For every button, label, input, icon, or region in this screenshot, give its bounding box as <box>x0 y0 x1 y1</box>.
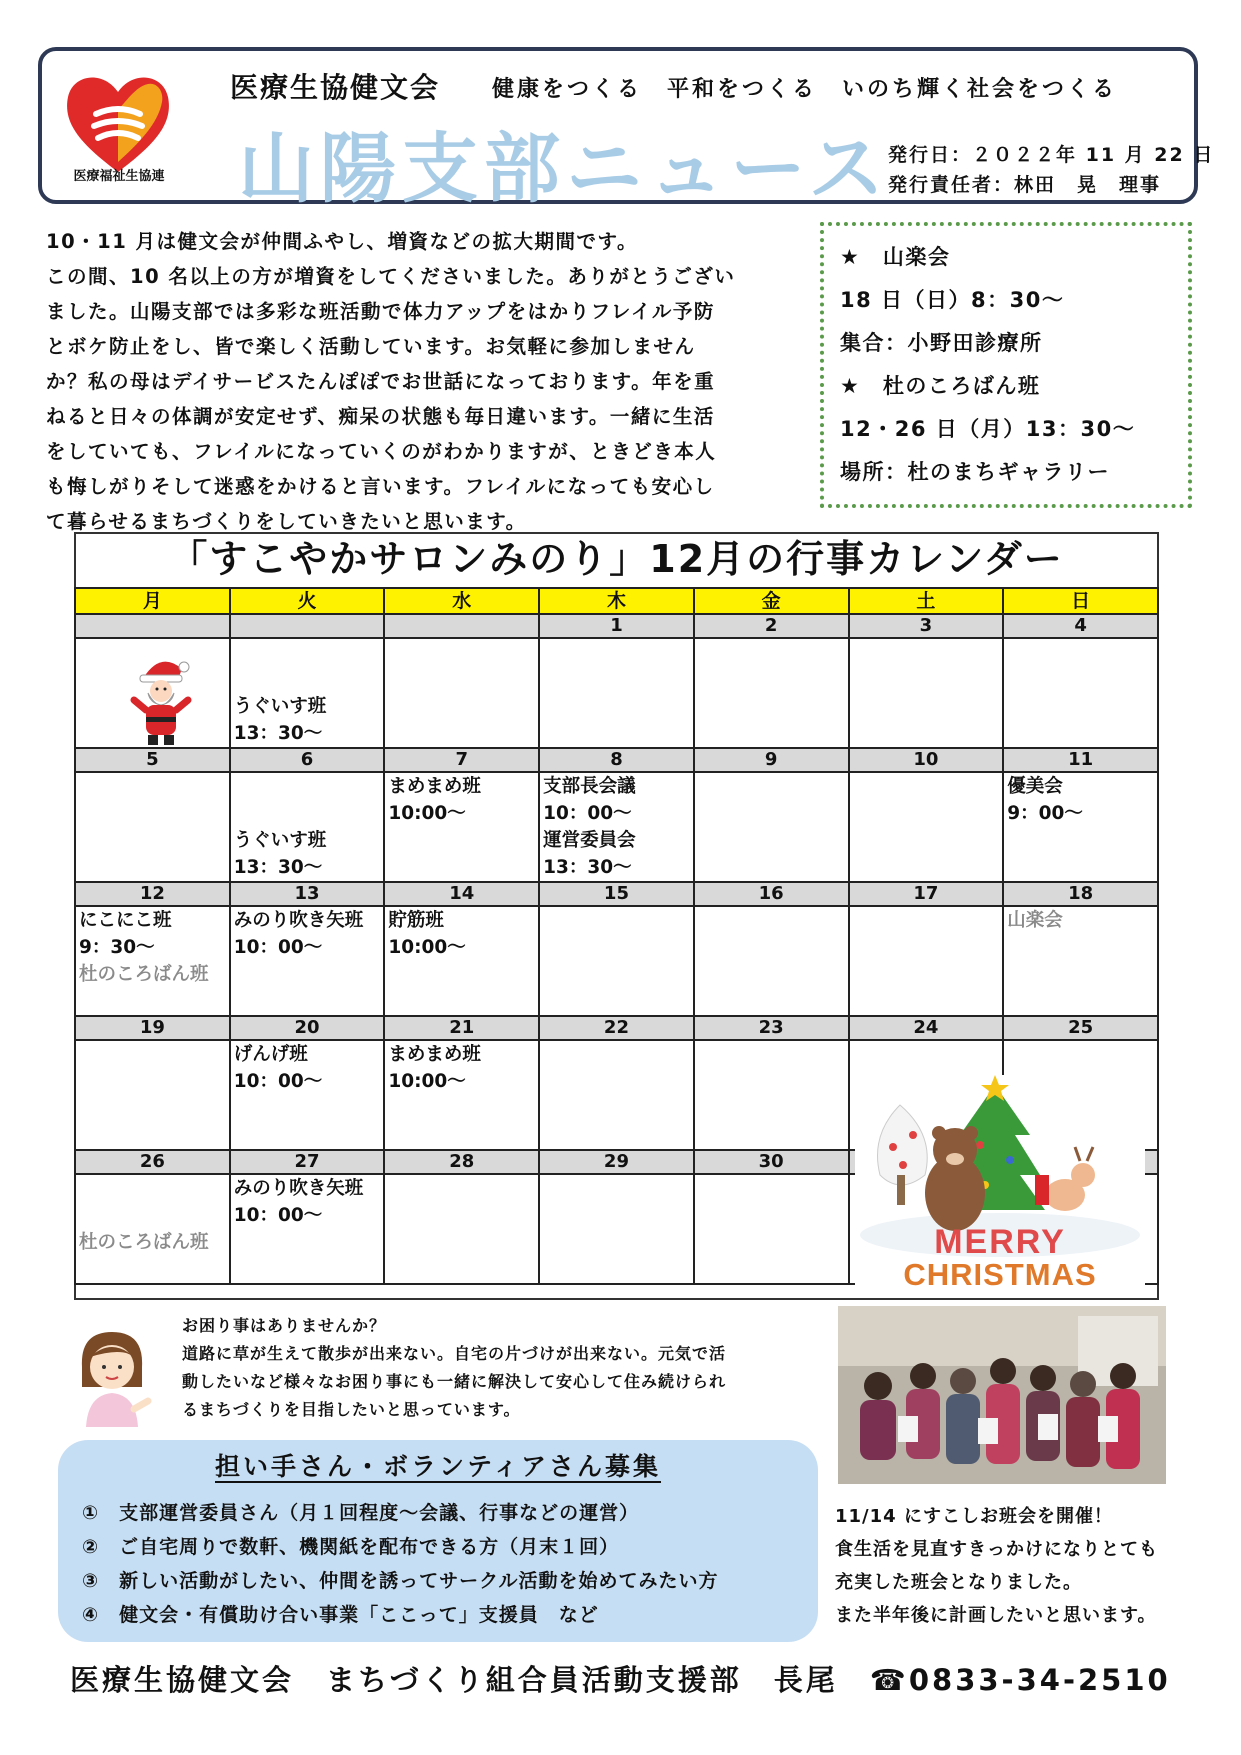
date-cell: 22 <box>539 1016 694 1040</box>
list-item: ② ご自宅周りで数軒、機関紙を配布できる方（月末１回） <box>82 1536 620 1558</box>
event-name: 貯筋班 <box>388 910 444 931</box>
day-cell <box>230 906 385 1016</box>
date-cell: 20 <box>230 1016 385 1040</box>
issue-date: 発行日：２０２２年 11 月 22 日 <box>888 144 1215 166</box>
day-cell <box>694 1040 849 1150</box>
day-cell <box>539 1174 694 1284</box>
list-item: ④ 健文会・有償助け合い事業「ここって」支援員 など <box>82 1604 599 1626</box>
event-name: みのり吹き矢班 <box>233 910 364 931</box>
event-name: うぐいす班 <box>233 830 327 851</box>
intro-line: か？私の母はデイサービスたんぽぽでお世話になっております。年を重 <box>46 370 716 393</box>
date-cell: 11 <box>1003 748 1158 772</box>
intro-line: 10・11 月は健文会が仲間ふやし、増資などの拡大期間です。 <box>46 230 639 253</box>
date-cell: 14 <box>384 882 539 906</box>
date-cell: 15 <box>539 882 694 906</box>
day-cell <box>75 1040 230 1150</box>
help-heading: お困り事はありませんか？ <box>182 1316 387 1335</box>
help-line: るまちづくりを目指したいと思っています。 <box>182 1400 521 1419</box>
day-cell <box>230 772 385 882</box>
event-name: にこにこ班 <box>79 910 172 931</box>
date-cell: 2 <box>694 614 849 638</box>
day-cell <box>849 638 1004 748</box>
intro-line: も悔しがりそして迷惑をかけると言います。フレイルになっても安心し <box>46 475 715 498</box>
event-name: 運営委員会 <box>543 830 636 851</box>
date-cell: 4 <box>1003 614 1158 638</box>
date-cell: 28 <box>384 1150 539 1174</box>
event-line: 12・26 日（月）13：30～ <box>840 417 1136 441</box>
day-cell <box>539 1040 694 1150</box>
date-cell <box>384 614 539 638</box>
intro-line: て暮らせるまちづくりをしていきたいと思います。 <box>46 510 527 533</box>
slogan: 健康をつくる 平和をつくる いのち輝く社会をつくる <box>492 77 1118 102</box>
intro-line: をしていても、フレイルになっていくのがわかりますが、ときどき本人 <box>46 440 717 463</box>
event-time: 10：00～ <box>233 1205 323 1226</box>
day-cell <box>384 906 539 1016</box>
weekday-header: 月 <box>75 588 230 614</box>
day-cell <box>75 906 230 1016</box>
date-cell: 9 <box>694 748 849 772</box>
date-cell: 17 <box>849 882 1004 906</box>
event-line: 18 日（日）8：30～ <box>840 288 1065 312</box>
weekday-header: 火 <box>230 588 385 614</box>
group-photo <box>838 1306 1166 1484</box>
day-cell <box>384 638 539 748</box>
event-line: ★ 山楽会 <box>840 245 951 269</box>
day-cell <box>694 638 849 748</box>
event-time: 10：00～ <box>543 803 632 824</box>
date-cell: 16 <box>694 882 849 906</box>
weekday-header: 日 <box>1003 588 1158 614</box>
date-cell: 27 <box>230 1150 385 1174</box>
event-name: うぐいす班 <box>233 696 327 717</box>
event-time: 9：30～ <box>79 937 155 958</box>
event-name: 山楽会 <box>1007 910 1063 931</box>
date-cell: 12 <box>75 882 230 906</box>
weekday-header: 水 <box>384 588 539 614</box>
day-cell <box>1003 772 1158 882</box>
date-cell <box>75 614 230 638</box>
weekday-header: 土 <box>849 588 1004 614</box>
list-item: ③ 新しい活動がしたい、仲間を誘ってサークル活動を始めてみたい方 <box>82 1570 719 1592</box>
logo-caption: 医療福祉生協連 <box>73 169 165 184</box>
caption-line: また半年後に計画したいと思います。 <box>835 1605 1157 1626</box>
event-name: 支部長会議 <box>543 776 636 797</box>
help-section <box>182 1312 822 1424</box>
day-cell <box>230 1040 385 1150</box>
event-name: 杜のころばん班 <box>79 964 209 985</box>
intro-line: この間、10 名以上の方が増資をしてくださいました。ありがとうござい <box>46 265 736 288</box>
intro-paragraph <box>46 224 794 539</box>
day-cell <box>694 1174 849 1284</box>
day-cell <box>384 1174 539 1284</box>
santa-illustration-icon <box>126 655 196 750</box>
events-box <box>820 222 1192 508</box>
event-time: 10:00～ <box>388 1071 466 1092</box>
woman-illustration-icon <box>72 1327 152 1427</box>
date-cell: 29 <box>539 1150 694 1174</box>
publisher: 発行責任者：林田 晃 理事 <box>888 174 1162 196</box>
help-line: 動したいなど様々なお困り事にも一緒に解決して安心して住み続けられ <box>182 1372 727 1391</box>
event-name: 優美会 <box>1007 776 1063 797</box>
day-cell <box>849 772 1004 882</box>
date-cell: 24 <box>849 1016 1004 1040</box>
day-cell <box>694 772 849 882</box>
caption-line: 食生活を見直すきっかけになりとても <box>835 1539 1158 1560</box>
date-cell: 26 <box>75 1150 230 1174</box>
event-time: 13：30～ <box>233 857 323 878</box>
date-cell: 7 <box>384 748 539 772</box>
footer-contact: 医療生協健文会 まちづくり組合員活動支援部 長尾 ☎0833-34-2510 <box>70 1663 1171 1697</box>
date-cell: 1 <box>539 614 694 638</box>
event-time: 9：00～ <box>1007 803 1083 824</box>
help-line: 道路に草が生えて散歩が出来ない。自宅の片づけが出来ない。元気で活 <box>182 1344 727 1363</box>
date-cell: 10 <box>849 748 1004 772</box>
date-cell: 8 <box>539 748 694 772</box>
day-cell <box>539 772 694 882</box>
event-line: 場所：杜のまちギャラリー <box>840 460 1110 484</box>
caption-line: 充実した班会となりました。 <box>835 1572 1082 1593</box>
caption-line: 11/14 にすこしお班会を開催！ <box>835 1506 1113 1527</box>
day-cell <box>384 772 539 882</box>
event-time: 10：00～ <box>233 937 323 958</box>
date-cell: 5 <box>75 748 230 772</box>
organization-name: 医療生協健文会 <box>230 71 441 104</box>
day-cell <box>539 906 694 1016</box>
date-cell: 13 <box>230 882 385 906</box>
date-cell: 23 <box>694 1016 849 1040</box>
event-line: 集合：小野田診療所 <box>840 331 1043 355</box>
day-cell <box>1003 638 1158 748</box>
christmas-text: CHRISTMAS <box>903 1257 1097 1292</box>
date-cell: 30 <box>694 1150 849 1174</box>
event-time: 10:00～ <box>388 937 466 958</box>
newsletter-title: 山陽支部ニュース <box>238 124 891 213</box>
volunteer-title-text: 担い手さん・ボランティアさん募集 <box>214 1452 661 1481</box>
event-name: まめまめ班 <box>388 776 481 797</box>
christmas-illustration <box>855 1075 1145 1293</box>
day-cell <box>849 906 1004 1016</box>
event-name: まめまめ班 <box>388 1044 481 1065</box>
date-cell <box>230 614 385 638</box>
event-name: 杜のころばん班 <box>79 1232 209 1253</box>
event-time: 10:00～ <box>388 803 466 824</box>
intro-line: とボケ防止をし、皆で楽しく活動しています。お気軽に参加しません <box>46 335 696 358</box>
day-cell <box>694 906 849 1016</box>
weekday-header: 金 <box>694 588 849 614</box>
event-name: げんげ班 <box>233 1044 308 1065</box>
date-cell: 3 <box>849 614 1004 638</box>
weekday-header: 木 <box>539 588 694 614</box>
calendar-title: 「すこやかサロンみのり」12月の行事カレンダー <box>169 537 1064 581</box>
day-cell <box>75 772 230 882</box>
event-line: ★ 杜のころばん班 <box>840 374 1041 398</box>
list-item: ① 支部運営委員さん（月１回程度～会議、行事などの運営） <box>82 1502 640 1524</box>
event-time: 13：30～ <box>543 857 632 878</box>
event-time: 10：00～ <box>233 1071 323 1092</box>
event-time: 13：30～ <box>233 723 323 744</box>
day-cell <box>75 1174 230 1284</box>
event-name: みのり吹き矢班 <box>233 1178 364 1199</box>
volunteer-list <box>82 1496 719 1632</box>
day-cell <box>539 638 694 748</box>
date-cell: 18 <box>1003 882 1158 906</box>
date-cell: 19 <box>75 1016 230 1040</box>
intro-line: ました。山陽支部では多彩な班活動で体力アップをはかりフレイル予防 <box>46 300 715 323</box>
day-cell <box>230 1174 385 1284</box>
date-cell: 21 <box>384 1016 539 1040</box>
date-cell: 25 <box>1003 1016 1158 1040</box>
group-photo-image-icon <box>838 1306 1166 1484</box>
photo-caption <box>835 1500 1158 1632</box>
intro-line: ねると日々の体調が安定せず、痴呆の状態も毎日違います。一緒に生活 <box>46 405 715 428</box>
merry-text: MERRY <box>934 1223 1066 1261</box>
day-cell <box>230 638 385 748</box>
date-cell: 6 <box>230 748 385 772</box>
day-cell <box>384 1040 539 1150</box>
volunteer-title <box>58 1447 818 1483</box>
day-cell <box>1003 906 1158 1016</box>
